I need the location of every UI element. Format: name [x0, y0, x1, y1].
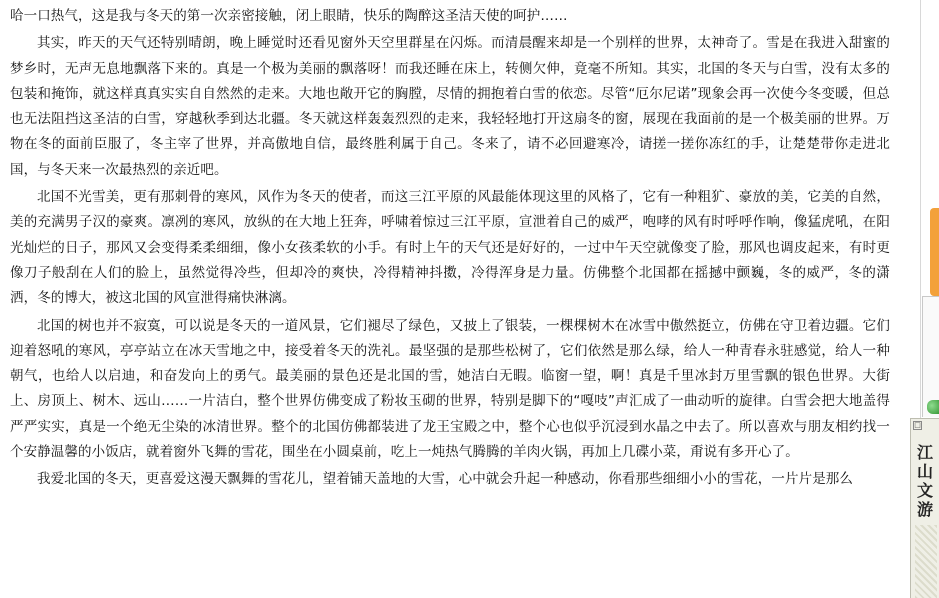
- article-paragraph-3: 北国不光雪美，更有那刺骨的寒风，风作为冬天的使者，而这三江平原的风最能体现这里的风格了，它有一种粗犷、豪放的美，它美的自然，美的充满男子汉的豪爽。凛冽的寒风，放纵的在大地上狂奔，呼啸着惊过三江平原，宣泄着自己的威严，咆哮的风有时呼呼作响，像猛虎吼，在阳光灿烂的日子，那风又会变得柔柔细细，像小女孩柔软的小手。有时上午的天气还是好好的，一过中午天空就像变了脸，那风也调皮起来，有时更像刀子般刮在人们的脸上，虽然觉得冷些，但却冷的爽快，冷得精神抖擞，冷得浑身是力量。仿佛整个北国都在摇撼中颤巍，冬的威严，冬的潇洒，冬的博大，被这北国的风宣泄得痛快淋漓。: [10, 189, 890, 307]
- chat-icon[interactable]: [927, 400, 939, 414]
- article-body: [10, 4, 890, 495]
- side-panel-title[interactable]: 江山文游: [916, 443, 933, 519]
- article-paragraph-4: 北国的树也并不寂寞，可以说是冬天的一道风景，它们褪尽了绿色，又披上了银装，一棵棵树木在冰雪中傲然挺立，仿佛在守卫着边疆。它们迎着怒吼的寒风，亭亭站立在冰天雪地之中，接受着冬天的洗礼。最坚强的是那些松树了，它们依然是那么绿，给人一种青春永驻感觉，给人一种朝气，也给人以启迪，和奋发向上的勇气。最美丽的景色还是北国的雪，她洁白无暇。临窗一望，啊！真是千里冰封万里雪飘的银色世界。大街上、房顶上、树木、远山……一片洁白，整个世界仿佛变成了粉妆玉砌的世界，特别是脚下的“嘎吱”声汇成了一曲动听的旋律。白雪会把大地盖得严严实实，真是一个绝无尘染的冰清世界。整个的北国仿佛都装进了龙王宝殿之中，整个心也似乎沉浸到水晶之中去了。所以喜欢与朋友相约找一个安静温馨的小饭店，就着窗外飞舞的雪花，围坐在小圆桌前，吃上一炖热气腾腾的羊肉火锅，再加上几碟小菜，甭说有多开心了。: [10, 317, 890, 461]
- article-paragraph-5: 我爱北国的冬天，更喜爱这漫天飘舞的雪花儿，望着铺天盖地的大雪，心中就会升起一种感动，你看那些细细小小的雪花，一片片是那么: [37, 471, 853, 488]
- side-panel-pattern: [915, 525, 937, 598]
- article-paragraph-2: 其实，昨天的天气还特别晴朗，晚上睡觉时还看见窗外天空里群星在闪烁。而清晨醒来却是一个别样的世界，太神奇了。雪是在我进入甜蜜的梦乡时，无声无息地飘落下来的。真是一个极为美丽的飘落呀！而我还睡在床上，转侧欠伸，竟毫不所知。其实，北国的冬天与白雪，没有太多的包装和掩饰，就这样真真实实自自然然的走来。大地也敞开它的胸膛，尽情的拥抱着白雪的依恋。尽管“厄尔尼诺”现象会再一次使今冬变暖，但总也无法阻挡这圣洁的白雪，穿越秋季到达北疆。冬天就这样轰轰烈烈的走来，我轻轻地打开这扇冬的窗，展现在我面前的是一个极美丽的世界。万物在冬的面前臣服了，冬主宰了世界，并高傲地自信，最终胜利属于自己。冬来了，请不必回避寒冷，请搓一搓你冻红的手，让楚楚带你走进北国，与冬天来一次最热烈的亲近吧。: [10, 35, 890, 178]
- side-panel: [910, 418, 939, 598]
- article-paragraph-1: 哈一口热气，这是我与冬天的第一次亲密接触，闭上眼睛，快乐的陶醉这圣洁天使的呵护……: [10, 8, 568, 24]
- close-icon[interactable]: □: [914, 421, 921, 429]
- side-frame: [922, 296, 939, 417]
- feedback-tab[interactable]: [930, 208, 939, 296]
